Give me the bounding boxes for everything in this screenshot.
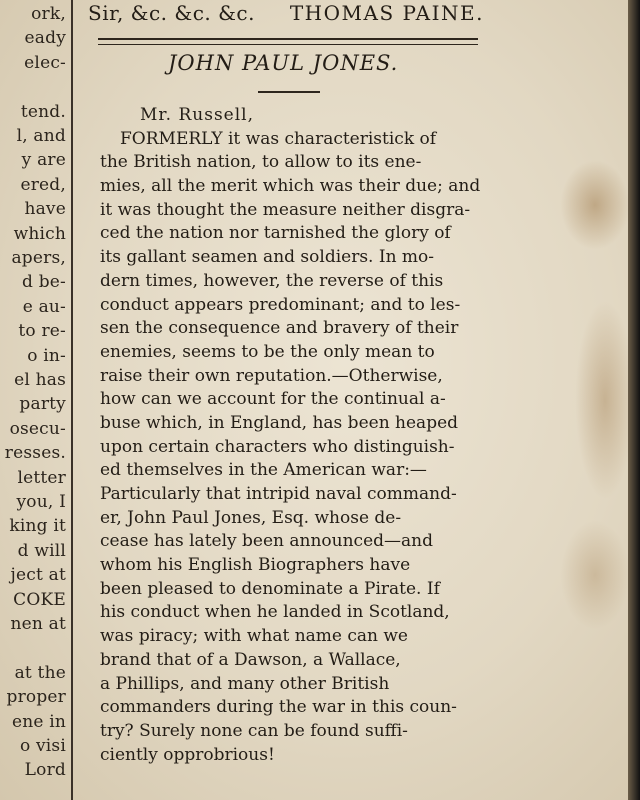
article-line: whom his English Biographers have <box>100 555 411 576</box>
article-line: brand that of a Dawson, a Wallace, <box>100 649 401 670</box>
adjacent-column-line: apers, <box>11 248 66 268</box>
adjacent-column-line: party <box>19 394 66 415</box>
article-line: his conduct when he landed in Scotland, <box>100 602 450 623</box>
adjacent-column-line: at the <box>14 662 66 683</box>
adjacent-column-line: ject at <box>10 565 66 586</box>
article-line: buse which, in England, has been heaped <box>100 412 459 433</box>
adjacent-column-line: ene in <box>11 711 66 732</box>
article-line: how can we account for the continual a- <box>100 389 446 410</box>
article-line: enemies, seems to be the only mean to <box>100 341 435 362</box>
adjacent-column-line: l, and <box>16 126 66 146</box>
headline-rule <box>258 91 320 93</box>
article-line: ciently opprobrious! <box>100 744 275 765</box>
article-line: Particularly that intripid naval command- <box>100 484 457 504</box>
article <box>80 0 620 800</box>
article-line: cease has lately been announced—and <box>100 531 433 552</box>
page-edge <box>628 0 640 800</box>
article-line: it was thought the measure neither disgra- <box>100 199 471 220</box>
article-line: mies, all the merit which was their due; and <box>100 176 481 197</box>
adjacent-column-line: resses. <box>4 443 66 464</box>
article-line: try? Surely none can be found suffi- <box>100 720 408 741</box>
article-line: upon certain characters who distinguish- <box>100 436 455 457</box>
article-line: the British nation, to allow to its ene- <box>100 152 422 173</box>
previous-article-closing <box>88 1 484 25</box>
adjacent-column-line: have <box>24 199 66 220</box>
adjacent-column-line: el has <box>14 370 66 390</box>
adjacent-column-line: osecu- <box>9 418 66 439</box>
adjacent-column-line: Lord <box>24 760 66 781</box>
article-line: was piracy; with what name can we <box>100 626 408 647</box>
adjacent-column <box>0 0 70 800</box>
article-line: a Phillips, and many other British <box>100 673 390 694</box>
article-line: ced the nation nor tarnished the glory of <box>100 223 451 244</box>
adjacent-column-line: y are <box>21 150 66 171</box>
article-line: been pleased to denominate a Pirate. If <box>100 578 440 599</box>
adjacent-column-line: ork, <box>31 4 66 24</box>
closing-signature: THOMAS PAINE. <box>289 1 484 25</box>
adjacent-column-line: eady <box>24 28 66 49</box>
article-line: commanders during the war in this coun- <box>100 697 457 718</box>
adjacent-column-line: o visi <box>19 736 66 756</box>
article-paragraph <box>100 128 540 768</box>
adjacent-column-line: d be- <box>22 272 66 293</box>
article-line: its gallant seamen and soldiers. In mo- <box>100 247 435 268</box>
article-line: er, John Paul Jones, Esq. whose de- <box>100 507 402 528</box>
adjacent-column-line: nen at <box>10 614 66 634</box>
adjacent-column-line: tend. <box>20 101 66 122</box>
adjacent-column-line: d will <box>17 540 66 561</box>
adjacent-column-line: o in- <box>27 345 66 366</box>
adjacent-column-line: elec- <box>24 52 66 73</box>
article-line: dern times, however, the reverse of this <box>100 270 444 291</box>
adjacent-column-line: COKE <box>13 589 66 610</box>
adjacent-column-line: letter <box>17 467 66 488</box>
article-line: sen the consequence and bravery of their <box>100 318 459 339</box>
column-rule <box>71 0 73 800</box>
adjacent-column-line: to re- <box>18 321 66 342</box>
letter-salutation: Mr. Russell, <box>140 105 255 125</box>
adjacent-column-line: e au- <box>22 296 66 317</box>
adjacent-column-line: you, I <box>16 492 66 512</box>
article-line: conduct appears predominant; and to les- <box>100 294 461 315</box>
article-body <box>100 104 540 767</box>
article-line: ed themselves in the American war:— <box>100 460 427 481</box>
adjacent-column-line: ered, <box>20 174 66 195</box>
section-divider <box>98 38 478 45</box>
article-line: FORMERLY it was characteristick of <box>120 128 437 149</box>
article-headline: JOHN PAUL JONES. <box>168 51 399 75</box>
adjacent-column-line: proper <box>6 687 66 708</box>
closing-salutation: Sir, &c. &c. &c. <box>88 1 255 25</box>
article-line: raise their own reputation.—Otherwise, <box>100 365 443 386</box>
adjacent-column-line: king it <box>9 516 66 537</box>
adjacent-column-line: which <box>13 223 66 244</box>
